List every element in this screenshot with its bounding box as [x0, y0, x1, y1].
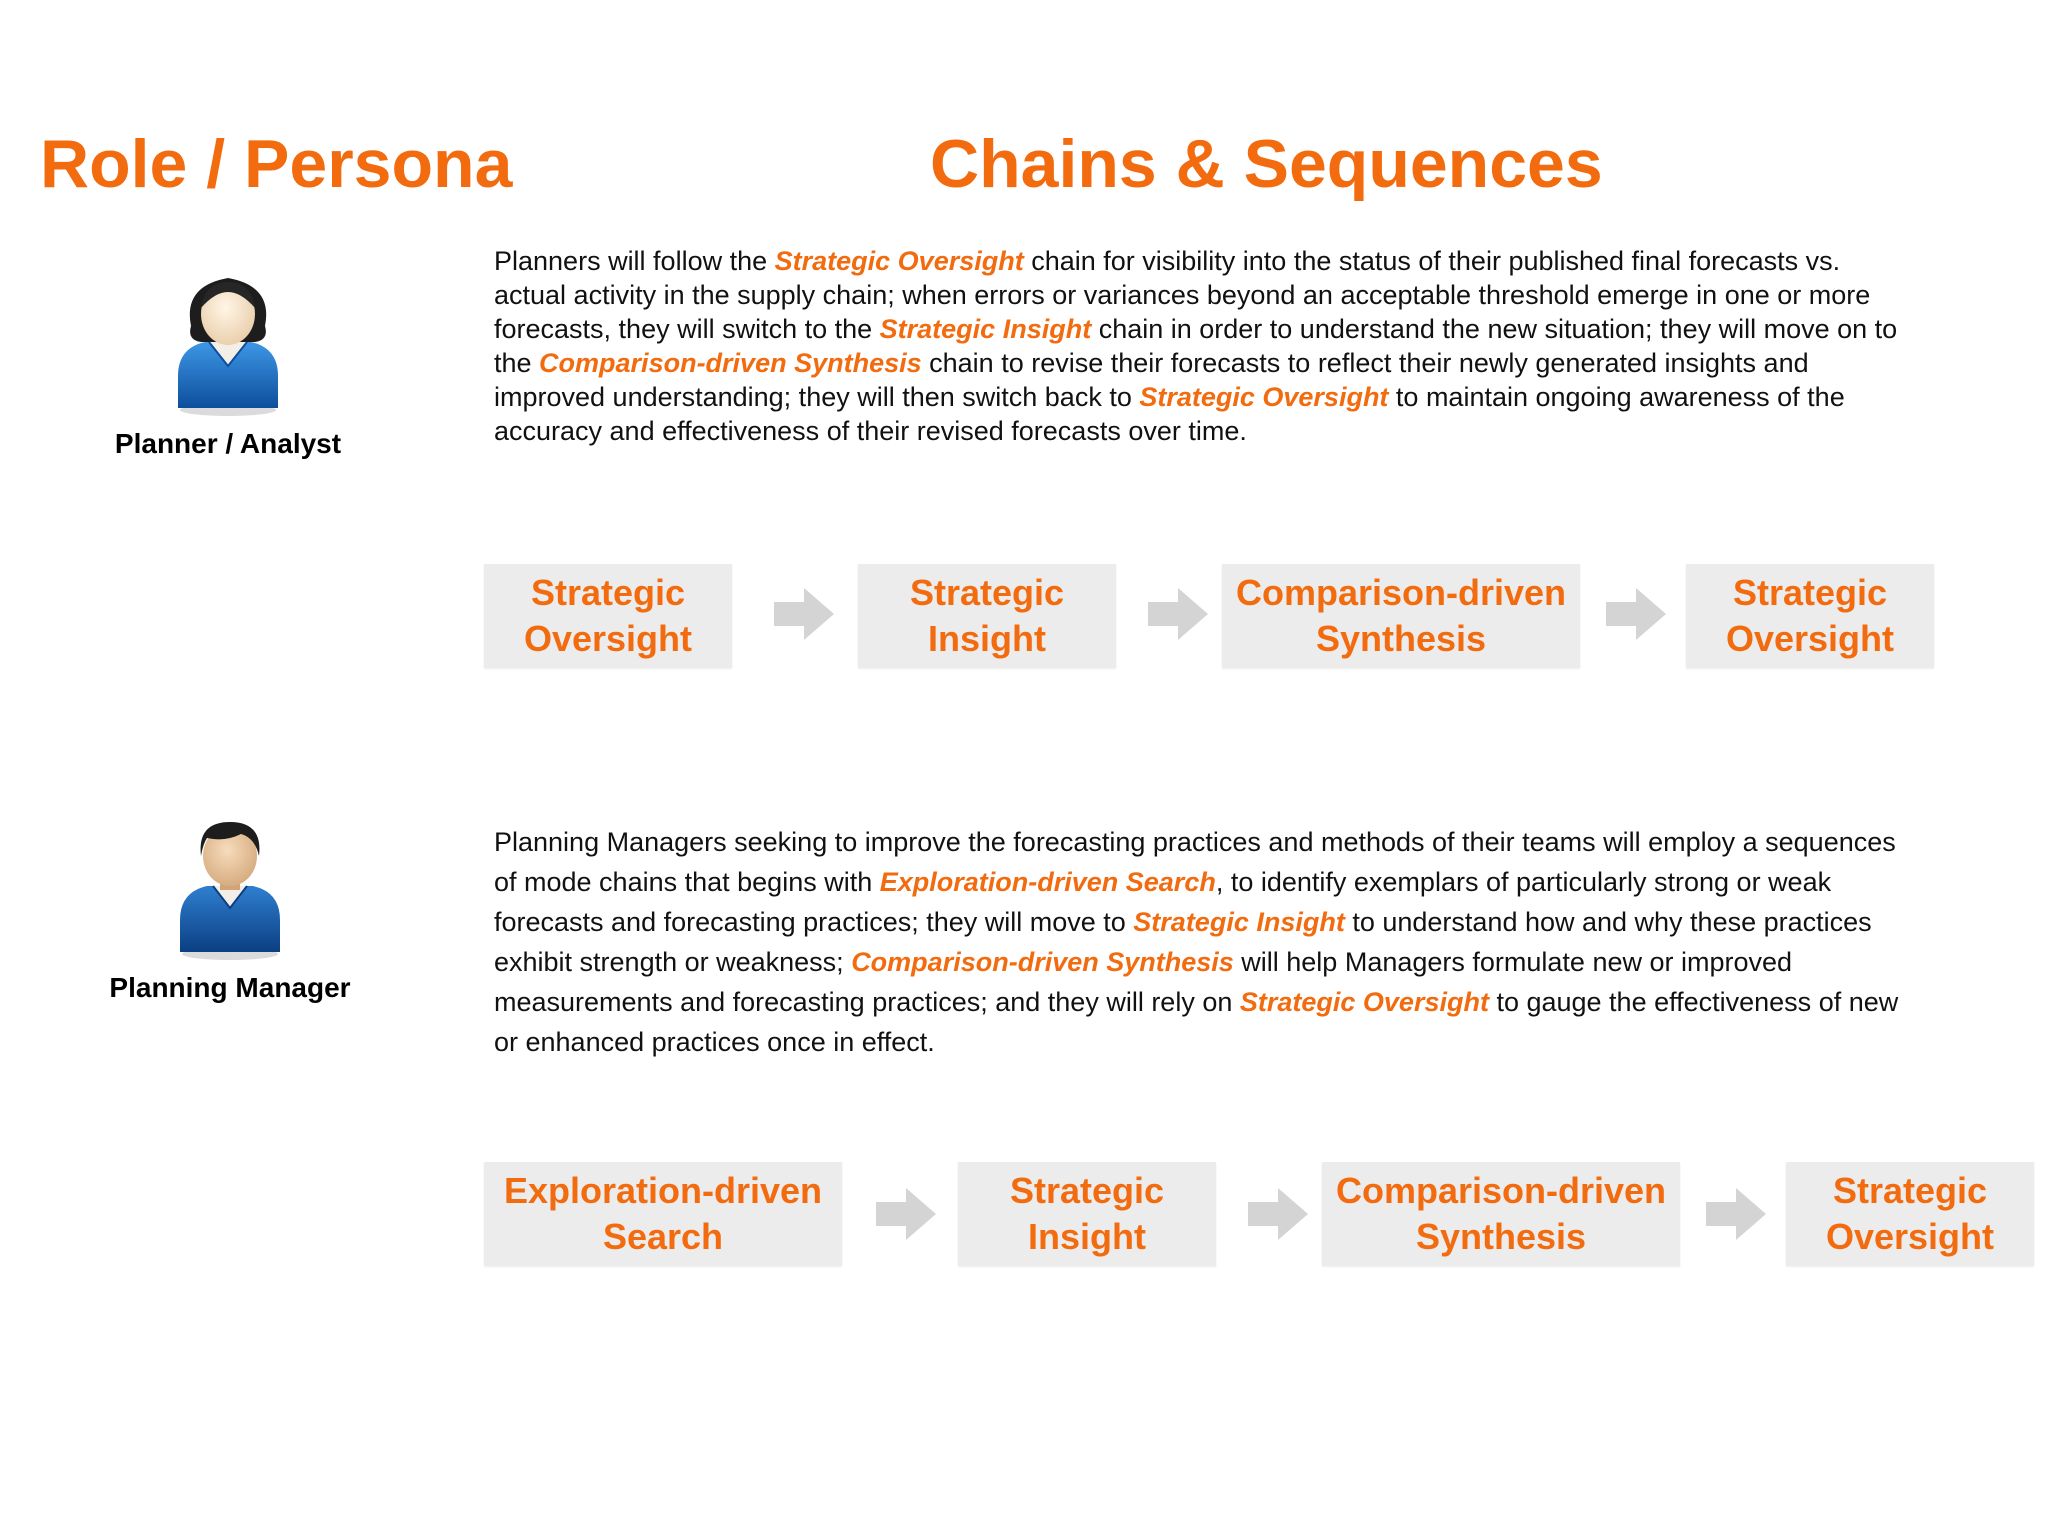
chain-name-highlight: Comparison-driven Synthesis [851, 947, 1234, 977]
paragraph-text: to understand how and why these practices exhibit strength or weakness; [494, 907, 1872, 977]
female-user-icon [163, 268, 293, 418]
planner-chain-description [494, 244, 1914, 448]
chain-name-highlight: Exploration-driven Search [879, 867, 1216, 897]
paragraph-text: to gauge the effectiveness of new or enhanced practices once in effect. [494, 987, 1899, 1057]
chain-1-step-comparison-driven-synthesis: Comparison-driven Synthesis [1222, 564, 1580, 668]
arrow-right-icon [774, 588, 834, 640]
chain-name-highlight: Strategic Insight [1133, 907, 1345, 937]
paragraph-text: , to identify exemplars of particularly strong or weak forecasts and forecasting practices; they will move to [494, 867, 1832, 937]
arrow-right-icon [1606, 588, 1666, 640]
paragraph-text: chain for visibility into the status of their published final forecasts vs. actual activity in the supply chain; when errors or variances beyond an acceptable threshold emerge in one or more forecasts, they will switch to the [494, 246, 1871, 344]
chain-name-highlight: Strategic Oversight [1239, 987, 1489, 1017]
persona-planner-analyst [78, 268, 378, 460]
manager-chain-description [494, 822, 1914, 1062]
arrow-right-icon [1148, 588, 1208, 640]
chain-name-highlight: Strategic Insight [879, 314, 1092, 344]
chain-2-step-comparison-driven-synthesis: Comparison-driven Synthesis [1322, 1162, 1680, 1266]
male-user-icon [165, 812, 295, 962]
paragraph-text: Planners will follow the [494, 246, 775, 276]
chain-name-highlight: Strategic Oversight [774, 246, 1024, 276]
persona-planning-manager [80, 812, 380, 1004]
arrow-right-icon [1248, 1188, 1308, 1240]
chain-1-step-strategic-oversight: Strategic Oversight [484, 564, 732, 668]
chain-1-step-strategic-insight: Strategic Insight [858, 564, 1116, 668]
arrow-right-icon [1706, 1188, 1766, 1240]
chain-name-highlight: Strategic Oversight [1139, 382, 1389, 412]
chain-name-highlight: Comparison-driven Synthesis [539, 348, 922, 378]
chain-2-step-exploration-driven-search: Exploration-driven Search [484, 1162, 842, 1266]
chains-sequences-heading: Chains & Sequences [930, 126, 1603, 202]
persona-name: Planner / Analyst [114, 428, 342, 459]
arrow-right-icon [876, 1188, 936, 1240]
paragraph-text: chain in order to understand the new situation; they will move on to the [494, 314, 1898, 378]
role-persona-heading: Role / Persona [40, 126, 513, 202]
chain-2-step-strategic-oversight: Strategic Oversight [1786, 1162, 2034, 1266]
chain-2-step-strategic-insight: Strategic Insight [958, 1162, 1216, 1266]
paragraph-text: chain to revise their forecasts to reflect their newly generated insights and improved understanding; they will then switch back to [494, 348, 1809, 412]
persona-name: Planning Manager [109, 972, 351, 1003]
paragraph-text: will help Managers formulate new or improved measurements and forecasting practices; and they will rely on [494, 947, 1793, 1017]
paragraph-text: to maintain ongoing awareness of the accuracy and effectiveness of their revised forecasts over time. [494, 382, 1845, 446]
paragraph-text: Planning Managers seeking to improve the forecasting practices and methods of their teams will employ a sequences of mode chains that begins with [494, 827, 1896, 897]
chain-1-step-strategic-oversight-return: Strategic Oversight [1686, 564, 1934, 668]
